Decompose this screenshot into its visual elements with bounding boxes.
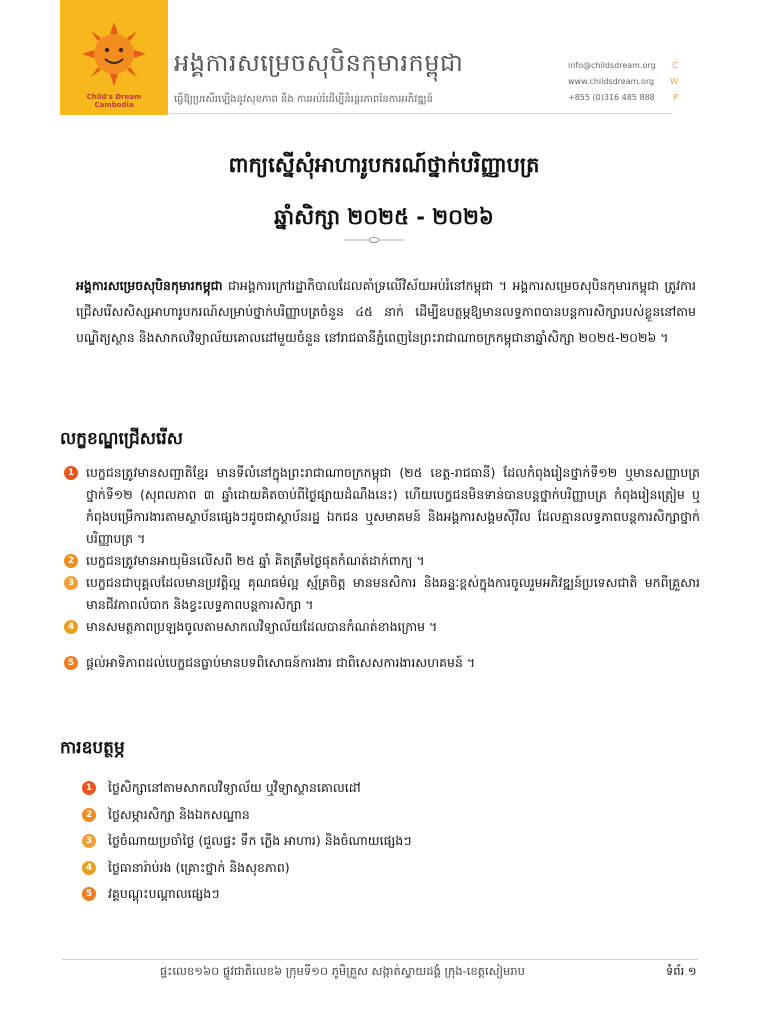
org-logo bbox=[60, 0, 168, 115]
list-item bbox=[76, 775, 636, 802]
contact-email[interactable]: info@childsdream.org bbox=[568, 61, 656, 70]
org-tagline: ធ្វើឱ្យប្រសើរឡើងនូវសុខភាព និង ការអប់រំដើម្បីនិរន្តរភាពនៃការអភិវឌ្ឍន៍ bbox=[174, 94, 433, 105]
number-badge-icon: 1 bbox=[64, 466, 78, 480]
number-badge-icon: 1 bbox=[82, 781, 96, 795]
number-badge-icon: 5 bbox=[82, 887, 96, 901]
org-name: អង្គការសម្រេចសុបិនកុមារកម្ពុជា bbox=[174, 49, 464, 77]
header-divider bbox=[170, 113, 672, 114]
list-item bbox=[60, 572, 700, 616]
contact-email-row bbox=[568, 58, 678, 74]
criteria-text: ផ្តល់អាទិភាពដល់បេក្ខជនធ្លាប់មានបទពិសោធន៍ការងារ ជាពិសេសការងារសហគមន៍ ។ bbox=[86, 655, 476, 670]
benefit-text: ថ្លៃធានារ៉ាប់រង (គ្រោះថ្នាក់ និងសុខភាព) bbox=[108, 859, 290, 875]
number-badge-icon: 3 bbox=[64, 576, 78, 590]
criteria-text: បេក្ខជនត្រូវមានសញ្ជាតិខ្មែរ មានទីលំនៅក្នុងព្រះរាជាណាចក្រកម្ពុជា (២៥ ខេត្ត-រាជធានី) ដែលកំពុងរៀនថ្នាក់ទី១២ ឬមានសញ្ញាបត្រថ្នាក់ទី១២ (សុពលភាព ៣ ឆ្នាំដោយគិតចាប់ពីថ្ងៃផ្សាយដំណឹងនេះ) ហើយបេក្ខជនមិនទាន់បានបន្តថ្នាក់បរិញ្ញាបត្រ កំពុងរៀនត្រៀម ឬកំពុងបម្រើការងារតាមស្ថាប័នផ្សេងៗដូចជាស្ថាប័នរដ្ឋ ឯកជន ឬសមាគមន៍ និងអង្គការសង្គមស៊ីវិល ដែលគ្មានលទ្ធភាពបន្តការសិក្សាថ្នាក់បរិញ្ញាបត្រ ។ bbox=[86, 465, 700, 546]
contact-web-tag: W bbox=[670, 77, 678, 86]
list-item bbox=[76, 802, 636, 829]
criteria-text: បេក្ខជនជាបុគ្គលដែលមានប្រវត្តិល្អ គុណធម៌ល្អ ស្ម័គ្រចិត្ត មានមនសិការ និងឆន្ទៈខ្ពស់ក្នុងការចូលរួមអភិវឌ្ឍន៍ប្រទេសជាតិ មកពីគ្រួសារមានជីវភាពលំបាក និងខ្វះលទ្ធភាពបន្តការសិក្សា ។ bbox=[86, 575, 700, 612]
list-item bbox=[60, 616, 700, 638]
number-badge-icon: 4 bbox=[82, 861, 96, 875]
intro-org-name: អង្គការសម្រេចសុបិនកុមារកម្ពុជា bbox=[76, 278, 223, 293]
contact-phone-tag: P bbox=[673, 93, 678, 102]
number-badge-icon: 5 bbox=[64, 656, 78, 670]
list-item bbox=[60, 462, 700, 550]
number-badge-icon: 2 bbox=[64, 554, 78, 568]
list-item bbox=[76, 855, 636, 882]
list-item bbox=[60, 652, 700, 674]
intro-text: ជាអង្គការក្រៅរដ្ឋាភិបាលដែលគាំទ្រលើវិស័យអប់រំនៅកម្ពុជា ។ អង្គការសម្រេចសុបិនកុមារកម្ពុជា ត្រូវការជ្រើសរើសសិស្សអាហារូបករណ៍សម្រាប់ថ្នាក់បរិញ្ញាបត្រចំនួន ៤៥ នាក់ ដើម្បីឧបត្ថម្ភឱ្យមានលទ្ធភាពបានបន្តការសិក្សារបស់ខ្លួននៅតាមបណ្ឌិត្យស្ថាន និងសាកលវិទ្យាល័យគោលដៅមួយចំនួន នៅរាជធានីភ្នំពេញនៃព្រះរាជាណាចក្រកម្ពុជានាឆ្នាំសិក្សា ២០២៥-២០២៦ ។ bbox=[76, 278, 696, 345]
list-item bbox=[60, 550, 700, 572]
page-title: ពាក្យស្នើសុំអាហារូបករណ៍ថ្នាក់បរិញ្ញាបត្រ bbox=[228, 153, 540, 177]
page-number: ទំព័រ ១ bbox=[666, 964, 697, 978]
list-item bbox=[76, 828, 636, 855]
page-subtitle: ឆ្នាំសិក្សា ២០២៥ - ២០២៦ bbox=[274, 205, 494, 229]
benefit-text: ថ្លៃចំណាយប្រចាំថ្ងៃ (ជួលផ្ទះ ទឹក ភ្លើង អាហារ) និងចំណាយផ្សេងៗ bbox=[108, 833, 412, 848]
logo-caption: Child's Dream Cambodia bbox=[86, 93, 142, 109]
contact-phone-row bbox=[568, 90, 678, 106]
contact-web-row bbox=[568, 74, 678, 90]
list-item bbox=[76, 881, 636, 908]
benefits-list bbox=[76, 775, 636, 908]
number-badge-icon: 3 bbox=[82, 834, 96, 848]
number-badge-icon: 4 bbox=[64, 620, 78, 634]
criteria-heading: លក្ខខណ្ឌជ្រើសរើស bbox=[60, 429, 183, 449]
intro-paragraph bbox=[76, 273, 696, 351]
criteria-text: បេក្ខជនត្រូវមានអាយុមិនលើសពី ២៥ ឆ្នាំ គិតត្រឹមថ្ងៃផុតកំណត់ដាក់ពាក្យ ។ bbox=[86, 553, 425, 568]
number-badge-icon: 2 bbox=[82, 808, 96, 822]
benefit-text: ថ្លៃសិក្សានៅតាមសាកលវិទ្យាល័យ ឬវិទ្យាស្ថានគោលដៅ bbox=[108, 780, 361, 795]
contact-email-tag: C bbox=[672, 61, 678, 70]
criteria-text: មានសមត្ថភាពប្រឡងចូលតាមសាកលវិទ្យាល័យដែលបានកំណត់ខាងក្រោម ។ bbox=[86, 619, 438, 634]
footer-divider bbox=[62, 959, 698, 960]
criteria-list bbox=[60, 462, 700, 674]
benefit-text: វគ្គបណ្តុះបណ្តាលផ្សេងៗ bbox=[108, 886, 220, 901]
contact-website[interactable]: www.childsdream.org bbox=[568, 77, 655, 86]
footer-address: ផ្ទះលេខ១៦០ ផ្លូវជាតិលេខ៦ ក្រុមទី១០ ភូមិគ្រួស សង្កាត់ស្វាយដង្គំ ក្រុង-ខេត្តសៀមរាប bbox=[160, 964, 525, 978]
benefit-text: ថ្លៃសម្ភារសិក្សា និងឯកសណ្ឋាន bbox=[108, 806, 250, 822]
ornament-divider-icon bbox=[344, 236, 404, 244]
benefits-heading: ការឧបត្ថម្ភ bbox=[60, 738, 125, 758]
contact-phone: +855 (0)316 485 888 bbox=[568, 93, 655, 102]
contact-block bbox=[568, 58, 678, 106]
